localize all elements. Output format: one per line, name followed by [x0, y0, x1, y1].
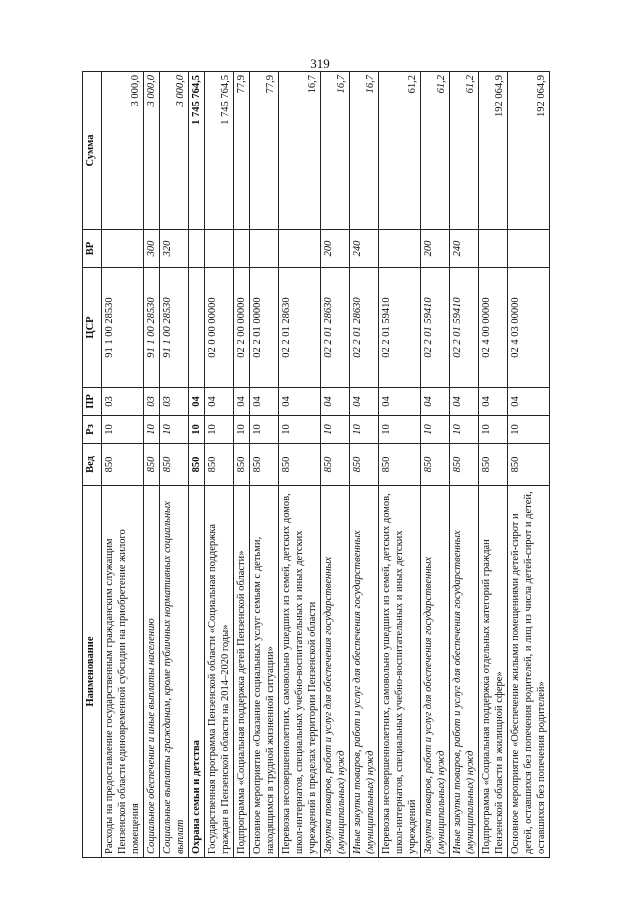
cell-rz: 10: [421, 416, 450, 444]
cell-vr: 240: [450, 230, 479, 268]
cell-name: Закупка товаров, работ и услуг для обеспечения государственных (муниципальных) нужд: [421, 486, 450, 858]
cell-csr: 02 2 00 00000: [234, 268, 250, 388]
cell-ved: 850: [234, 444, 250, 486]
cell-csr: 91 1 00 28530: [160, 268, 189, 388]
cell-csr: 91 1 00 28530: [144, 268, 160, 388]
cell-pr: 04: [250, 388, 279, 416]
table-row: [205, 72, 234, 858]
cell-csr: 91 1 00 28530: [102, 268, 144, 388]
cell-name: Социальное обеспечение и иные выплаты населению: [144, 486, 160, 858]
cell-ved: 850: [508, 444, 550, 486]
page-number: 319: [310, 56, 330, 71]
cell-sum: 16,7: [321, 72, 350, 230]
rotated-table-wrapper: [82, 72, 560, 858]
cell-name: Подпрограмма «Социальная поддержка детей Пензенской области»: [234, 486, 250, 858]
cell-csr: 02 4 03 00000: [508, 268, 550, 388]
cell-pr: 03: [144, 388, 160, 416]
cell-ved: 850: [379, 444, 421, 486]
cell-vr: 200: [321, 230, 350, 268]
cell-csr: 02 2 01 59410: [379, 268, 421, 388]
cell-name: Перевозка несовершеннолетних, самовольно ушедших из семей, детских домов, школ-интернатов, специальных учебно-воспитательных и иных детских учреждений в пределах территории Пензенской области: [279, 486, 321, 858]
cell-vr: [508, 230, 550, 268]
cell-ved: 850: [160, 444, 189, 486]
table-header-row: [83, 72, 102, 858]
cell-name: Подпрограмма «Социальная поддержка отдельных категорий граждан Пензенской области в жилищной сфере»: [479, 486, 508, 858]
cell-pr: 04: [279, 388, 321, 416]
cell-name: Охрана семьи и детства: [189, 486, 205, 858]
cell-sum: 61,2: [379, 72, 421, 230]
cell-ved: 850: [350, 444, 379, 486]
cell-pr: 03: [102, 388, 144, 416]
cell-ved: 850: [144, 444, 160, 486]
cell-pr: 04: [379, 388, 421, 416]
cell-vr: [234, 230, 250, 268]
cell-ved: 850: [421, 444, 450, 486]
cell-rz: 10: [508, 416, 550, 444]
cell-name: Перевозка несовершеннолетних, самовольно ушедших из семей, детских домов, школ-интернатов, специальных учебно-воспитательных и иных детских учреждений: [379, 486, 421, 858]
cell-name: Расходы на предоставление государственным гражданским служащим Пензенской области единовременной субсидии на приобретение жилого помещения: [102, 486, 144, 858]
cell-csr: 02 2 01 28630: [279, 268, 321, 388]
table-row: [160, 72, 189, 858]
cell-vr: 240: [350, 230, 379, 268]
table-row: [479, 72, 508, 858]
cell-sum: 77,9: [234, 72, 250, 230]
cell-pr: 04: [350, 388, 379, 416]
cell-csr: 02 2 01 28630: [350, 268, 379, 388]
cell-csr: [189, 268, 205, 388]
table-row: [421, 72, 450, 858]
cell-rz: 10: [379, 416, 421, 444]
cell-name: Иные закупки товаров, работ и услуг для обеспечения государственных (муниципальных) нужд: [350, 486, 379, 858]
cell-rz: 10: [234, 416, 250, 444]
table-row: [144, 72, 160, 858]
cell-sum: 192 064,9: [479, 72, 508, 230]
cell-sum: 77,9: [250, 72, 279, 230]
table-row: [189, 72, 205, 858]
header-sum: Сумма: [83, 72, 102, 230]
cell-vr: [279, 230, 321, 268]
cell-pr: 04: [321, 388, 350, 416]
cell-vr: 300: [144, 230, 160, 268]
cell-pr: 04: [508, 388, 550, 416]
cell-sum: 192 064,9: [508, 72, 550, 230]
cell-rz: 10: [479, 416, 508, 444]
cell-sum: 3 000,0: [102, 72, 144, 230]
cell-ved: 850: [102, 444, 144, 486]
cell-ved: 850: [250, 444, 279, 486]
cell-pr: 04: [479, 388, 508, 416]
cell-ved: 850: [450, 444, 479, 486]
cell-sum: 1 745 764,5: [189, 72, 205, 230]
cell-sum: 16,7: [350, 72, 379, 230]
table-row: [450, 72, 479, 858]
table-row: [234, 72, 250, 858]
cell-csr: 02 2 01 00000: [250, 268, 279, 388]
cell-sum: 61,2: [450, 72, 479, 230]
cell-name: Социальные выплаты гражданам, кроме публичных нормативных социальных выплат: [160, 486, 189, 858]
cell-rz: 10: [102, 416, 144, 444]
cell-pr: 04: [234, 388, 250, 416]
cell-vr: 200: [421, 230, 450, 268]
table-row: [379, 72, 421, 858]
cell-csr: 02 4 00 00000: [479, 268, 508, 388]
cell-vr: 320: [160, 230, 189, 268]
cell-vr: [379, 230, 421, 268]
cell-vr: [479, 230, 508, 268]
cell-rz: 10: [321, 416, 350, 444]
cell-ved: 850: [189, 444, 205, 486]
header-csr: ЦСР: [83, 268, 102, 388]
header-rz: Рз: [83, 416, 102, 444]
cell-ved: 850: [279, 444, 321, 486]
header-pr: ПР: [83, 388, 102, 416]
cell-ved: 850: [479, 444, 508, 486]
cell-pr: 04: [189, 388, 205, 416]
header-ved: Вед: [83, 444, 102, 486]
cell-csr: 02 2 01 28630: [321, 268, 350, 388]
cell-sum: 3 000,0: [160, 72, 189, 230]
cell-ved: 850: [205, 444, 234, 486]
cell-name: Закупка товаров, работ и услуг для обеспечения государственных (муниципальных) нужд: [321, 486, 350, 858]
cell-name: Основное мероприятие «Оказание социальных услуг семьям с детьми, находящимся в трудной жизненной ситуации»: [250, 486, 279, 858]
cell-vr: [189, 230, 205, 268]
table-row: [279, 72, 321, 858]
table-row: [102, 72, 144, 858]
budget-table: [82, 71, 550, 858]
cell-sum: 61,2: [421, 72, 450, 230]
cell-name: Основное мероприятие «Обеспечение жилыми помещениями детей-сирот и детей, оставшихся без попечения родителей, и лиц из числа детей-сирот и детей, оставшихся без попечения родителей»: [508, 486, 550, 858]
cell-pr: 03: [160, 388, 189, 416]
cell-pr: 04: [205, 388, 234, 416]
cell-name: Государственная программа Пензенской области «Социальная поддержка граждан в Пензенской области на 2014–2020 годы»: [205, 486, 234, 858]
cell-sum: 1 745 764,5: [205, 72, 234, 230]
cell-pr: 04: [421, 388, 450, 416]
cell-rz: 10: [160, 416, 189, 444]
cell-vr: [205, 230, 234, 268]
cell-vr: [250, 230, 279, 268]
cell-rz: 10: [205, 416, 234, 444]
table-row: [350, 72, 379, 858]
cell-rz: 10: [189, 416, 205, 444]
cell-rz: 10: [250, 416, 279, 444]
header-name: Наименование: [83, 486, 102, 858]
table-row: [321, 72, 350, 858]
cell-csr: 02 0 00 00000: [205, 268, 234, 388]
table-row: [250, 72, 279, 858]
cell-vr: [102, 230, 144, 268]
cell-rz: 10: [144, 416, 160, 444]
cell-csr: 02 2 01 59410: [450, 268, 479, 388]
cell-rz: 10: [350, 416, 379, 444]
cell-rz: 10: [450, 416, 479, 444]
cell-name: Иные закупки товаров, работ и услуг для обеспечения государственных (муниципальных) нужд: [450, 486, 479, 858]
cell-sum: 16,7: [279, 72, 321, 230]
cell-sum: 3 000,0: [144, 72, 160, 230]
cell-pr: 04: [450, 388, 479, 416]
cell-rz: 10: [279, 416, 321, 444]
cell-ved: 850: [321, 444, 350, 486]
header-vr: ВР: [83, 230, 102, 268]
cell-csr: 02 2 01 59410: [421, 268, 450, 388]
table-row: [508, 72, 550, 858]
